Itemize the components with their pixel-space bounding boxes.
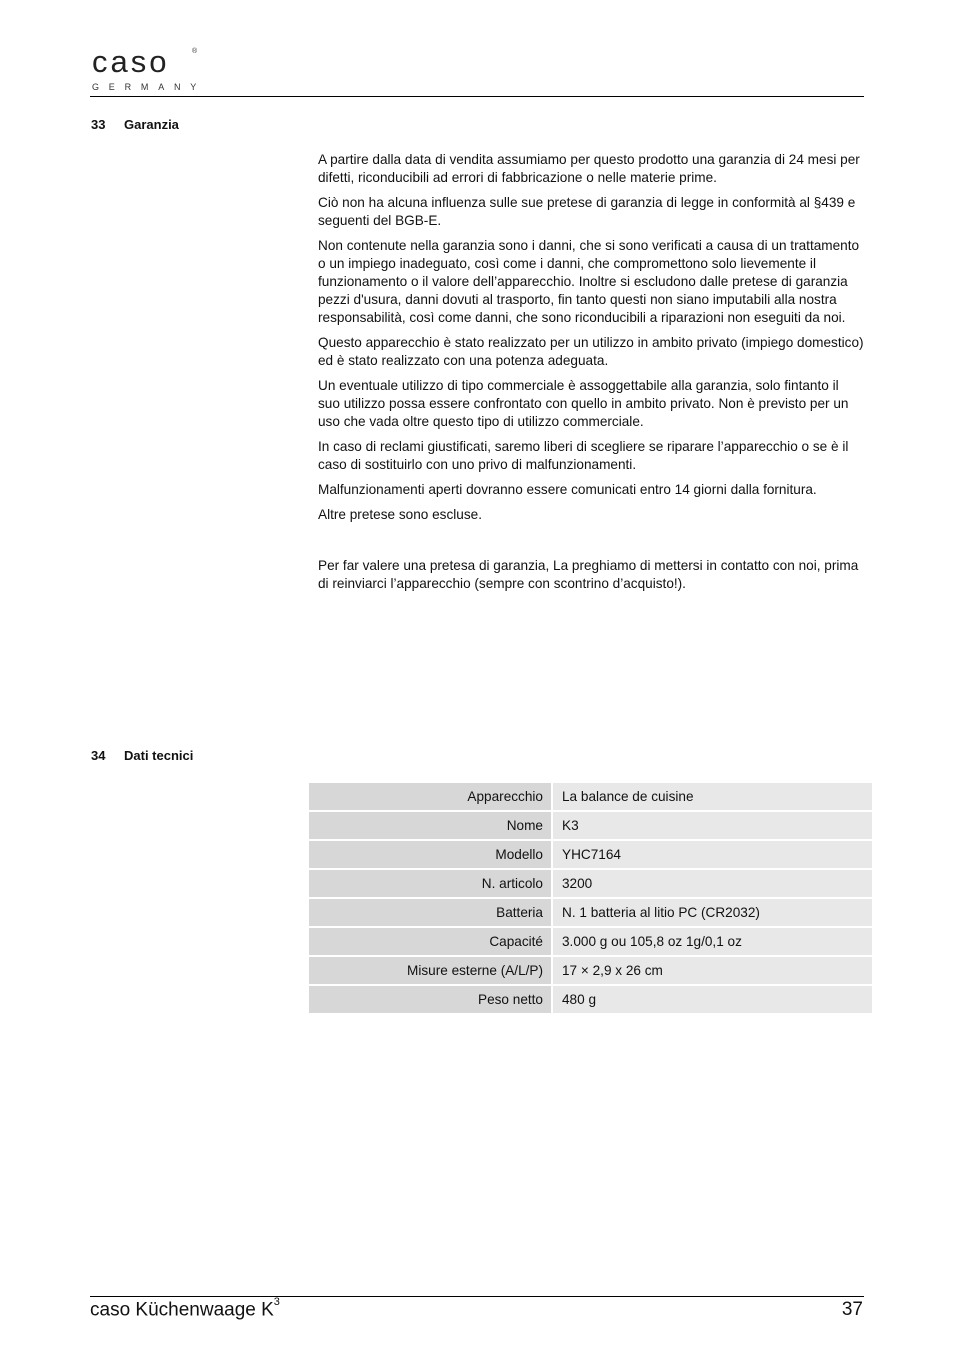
warranty-paragraph: Non contenute nella garanzia sono i danni, che si sono verificati a causa di un trattamento o un impiego inadeguato, così come i danni, che compromettono solo lievemente il funzionamento o il valore dell’apparecchio. Inoltre si escludono dalle pretese di garanzia pezzi d'usura, danni dovuti al trasporto, fin tanto questi non siano imputabili alla nostra responsabilità, così come danni, che sono riconducibili a riparazioni non eseguiti da noi.	[318, 238, 860, 325]
table-row	[309, 840, 872, 869]
spec-value: 480 g	[552, 985, 872, 1014]
warranty-paragraph: A partire dalla data di vendita assumiamo per questo prodotto una garanzia di 24 mesi per difetti, riconducibili ad errori di fabbricazione o nelle materie prime.	[318, 152, 860, 185]
table-row	[309, 869, 872, 898]
warranty-paragraph: Questo apparecchio è stato realizzato per un utilizzo in ambito privato (impiego domestico) ed è stato realizzato con una potenza adeguata.	[318, 335, 864, 368]
logo-subtext: GERMANY	[92, 82, 207, 92]
spec-value: 3.000 g ou 105,8 oz 1g/0,1 oz	[552, 927, 872, 956]
footer-title-text: caso Küchenwaage K	[90, 1299, 274, 1321]
spec-value: N. 1 batteria al litio PC (CR2032)	[552, 898, 872, 927]
spec-label: Modello	[309, 840, 552, 869]
section-heading-warranty	[91, 117, 179, 132]
warranty-paragraph: Malfunzionamenti aperti dovranno essere comunicati entro 14 giorni dalla fornitura.	[318, 482, 817, 497]
section-title: Dati tecnici	[124, 748, 194, 763]
spec-value: 17 × 2,9 x 26 cm	[552, 956, 872, 985]
footer-title	[90, 1296, 280, 1321]
warranty-paragraph: Per far valere una pretesa di garanzia, La preghiamo di mettersi in contatto con noi, prima di reinviarci l’apparecchio (sempre con scontrino d’acquisto!).	[318, 558, 859, 591]
spec-label: Batteria	[309, 898, 552, 927]
spec-value: YHC7164	[552, 840, 872, 869]
table-row	[309, 956, 872, 985]
spec-label: Peso netto	[309, 985, 552, 1014]
spec-value: K3	[552, 811, 872, 840]
warranty-paragraph: In caso di reclami giustificati, saremo liberi di scegliere se riparare l’apparecchio o se è il caso di sostituirlo con uno privo di malfunzionamenti.	[318, 439, 849, 472]
footer-divider	[90, 1296, 864, 1297]
table-row	[309, 898, 872, 927]
table-row	[309, 783, 872, 811]
header-divider	[90, 96, 864, 97]
logo-registered-mark: ®	[192, 48, 198, 55]
spec-label: Capacité	[309, 927, 552, 956]
spec-label: Nome	[309, 811, 552, 840]
table-row	[309, 985, 872, 1014]
section-number: 34	[91, 748, 106, 763]
caso-logo	[78, 44, 208, 96]
warranty-paragraph: Un eventuale utilizzo di tipo commerciale è assoggettabile alla garanzia, solo fintanto il suo utilizzo possa essere confrontato con quello in ambito privato. Non è previsto per un uso che vada oltre questo tipo di utilizzo commerciale.	[318, 378, 849, 429]
table-row	[309, 927, 872, 956]
section-title: Garanzia	[124, 117, 179, 132]
spec-value: La balance de cuisine	[552, 783, 872, 811]
spec-label: Apparecchio	[309, 783, 552, 811]
warranty-paragraph: Altre pretese sono escluse.	[318, 507, 482, 522]
spec-label: Misure esterne (A/L/P)	[309, 956, 552, 985]
section-heading-specs	[91, 748, 193, 763]
specs-table	[309, 783, 872, 1015]
logo-wordmark: caso	[92, 44, 170, 79]
spec-label: N. articolo	[309, 869, 552, 898]
table-row	[309, 811, 872, 840]
warranty-paragraph: Ciò non ha alcuna influenza sulle sue pretese di garanzia di legge in conformità al §439 e seguenti del BGB-E.	[318, 195, 856, 228]
footer-title-superscript: 3	[273, 1296, 280, 1308]
spec-value: 3200	[552, 869, 872, 898]
warranty-text	[318, 151, 864, 600]
page-number: 37	[841, 1299, 863, 1320]
section-number: 33	[91, 117, 106, 132]
